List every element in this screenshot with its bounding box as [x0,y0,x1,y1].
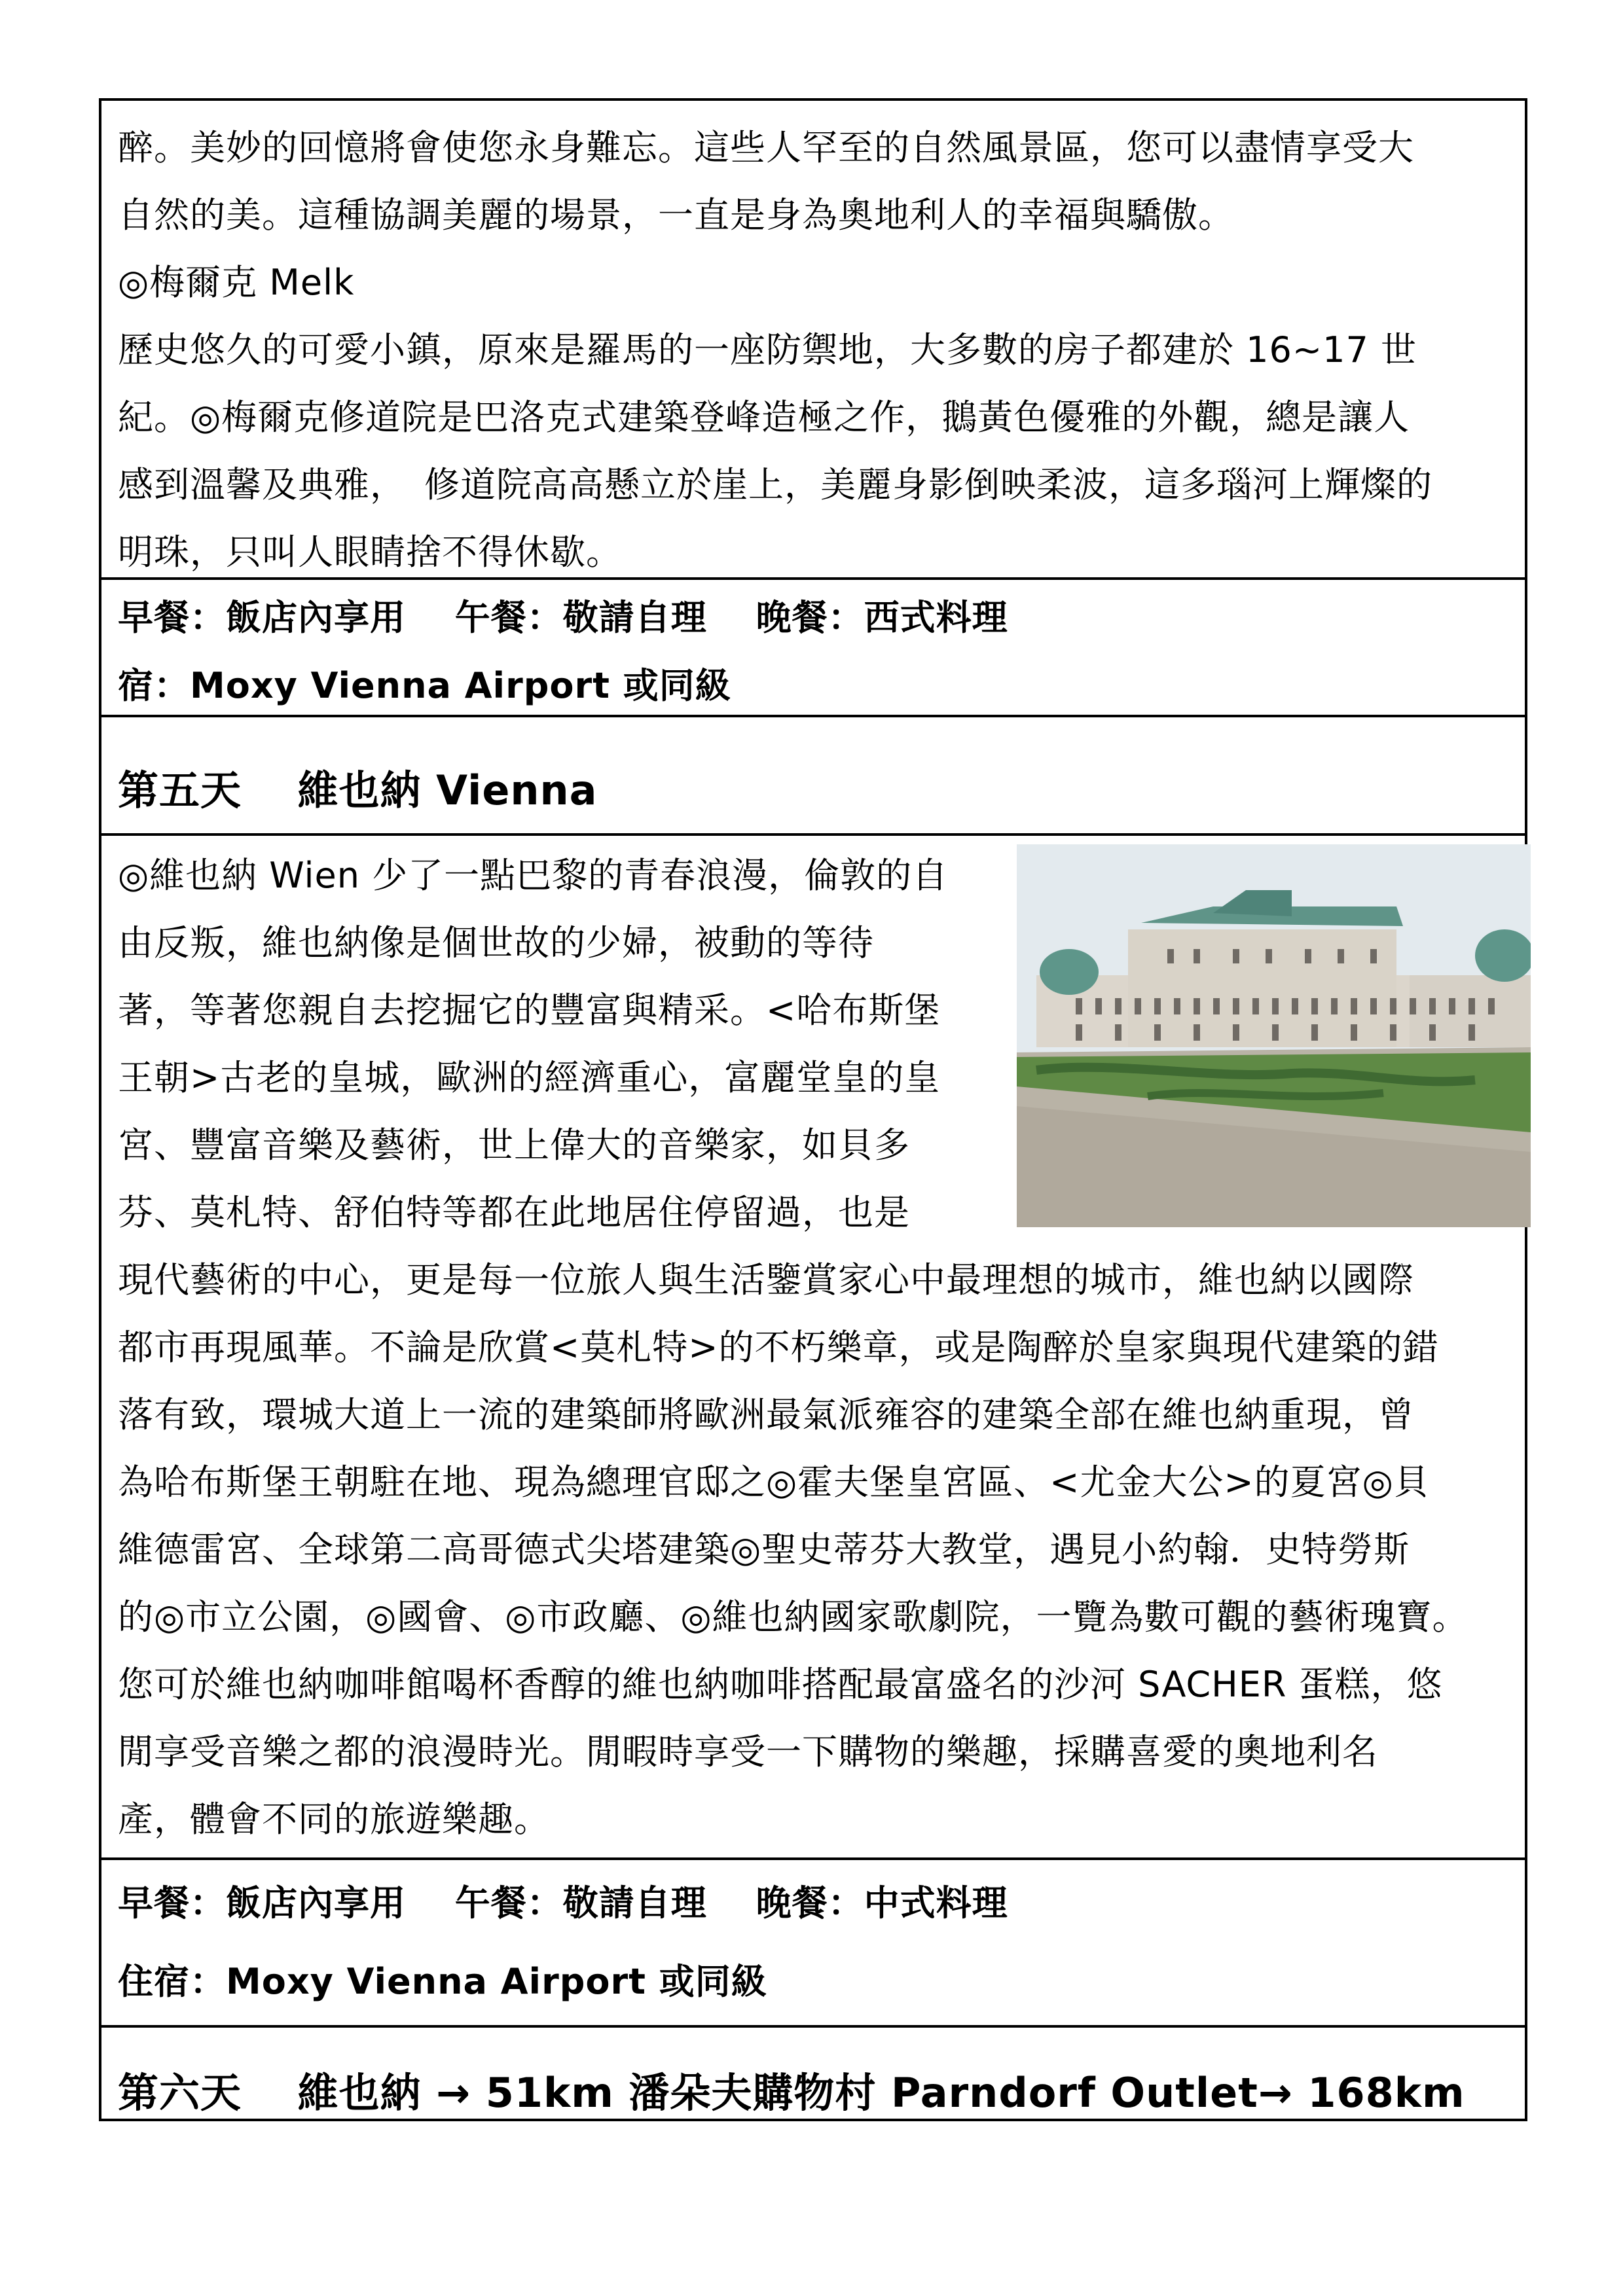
row-divider [101,1857,1525,1860]
day5-title: 第五天 維也納 Vienna [118,766,598,814]
row-divider [101,577,1525,580]
melk-heading: ◎梅爾克 Melk [118,262,355,303]
day5-text-line: 閒享受音樂之都的浪漫時光。閒暇時享受一下購物的樂趣，採購喜愛的奧地利名 [118,1731,1378,1772]
day5-text-line: 落有致，環城大道上一流的建築師將歐洲最氣派雍容的建築全部在維也納重現，曾 [118,1394,1414,1435]
day5-text-line: 芬、莫札特、舒伯特等都在此地居住停留過，也是 [118,1192,910,1233]
day5-hotel: 住宿：Moxy Vienna Airport 或同級 [118,1961,767,2002]
day5-text-line: 由反叛，維也納像是個世故的少婦，被動的等待 [118,922,874,963]
day5-text-line: ◎維也納 Wien 少了一點巴黎的青春浪漫，倫敦的自 [118,855,949,896]
melk-text-line: 歷史悠久的可愛小鎮，原來是羅馬的一座防禦地，大多數的房子都建於 16~17 世 [118,329,1417,370]
day5-text-line: 宮、豐富音樂及藝術，世上偉大的音樂家，如貝多 [118,1124,910,1166]
day5-text-line: 現代藝術的中心，更是每一位旅人與生活鑒賞家心中最理想的城市，維也納以國際 [118,1259,1414,1300]
day5-text-line: 著，等著您親自去挖掘它的豐富與精采。<哈布斯堡 [118,990,941,1031]
day5-meals: 早餐：飯店內享用 午餐：敬請自理 晚餐：中式料理 [118,1882,1008,1924]
day5-text-line: 產，體會不同的旅遊樂趣。 [118,1799,550,1840]
itinerary-table [99,98,1527,2121]
day5-text-line: 為哈布斯堡王朝駐在地、現為總理官邸之◎霍夫堡皇宮區、<尤金大公>的夏宮◎貝 [118,1462,1430,1503]
melk-text-line: 自然的美。這種協調美麗的場景，一直是身為奧地利人的幸福與驕傲。 [118,194,1234,236]
day5-text-line: 維德雷宮、全球第二高哥德式尖塔建築◎聖史蒂芬大教堂，遇見小約翰．史特勞斯 [118,1529,1410,1570]
day4-hotel: 宿：Moxy Vienna Airport 或同級 [118,665,731,706]
day5-text-line: 的◎市立公園，◎國會、◎市政廳、◎維也納國家歌劇院，一覽為數可觀的藝術瑰寶。 [118,1596,1468,1638]
row-divider [101,833,1525,836]
day5-text-line: 王朝>古老的皇城，歐洲的經濟重心，富麗堂皇的皇 [118,1057,941,1098]
melk-text-line: 紀。◎梅爾克修道院是巴洛克式建築登峰造極之作，鵝黃色優雅的外觀，總是讓人 [118,397,1410,438]
melk-text-line: 明珠，只叫人眼睛捨不得休歇。 [118,531,622,573]
belvedere-palace-photo [1017,844,1531,1227]
melk-text-line: 醉。美妙的回憶將會使您永身難忘。這些人罕至的自然風景區，您可以盡情享受大 [118,127,1414,168]
row-divider [101,715,1525,717]
row-divider [101,2025,1525,2028]
day5-text-line: 都市再現風華。不論是欣賞<莫札特>的不朽樂章，或是陶醉於皇家與現代建築的錯 [118,1327,1439,1368]
day4-meals: 早餐：飯店內享用 午餐：敬請自理 晚餐：西式料理 [118,597,1008,638]
melk-text-line: 感到溫馨及典雅， 修道院高高懸立於崖上，美麗身影倒映柔波，這多瑙河上輝燦的 [118,464,1432,505]
day5-text-line: 您可於維也納咖啡館喝杯香醇的維也納咖啡搭配最富盛名的沙河 SACHER 蛋糕，悠 [118,1664,1443,1705]
day6-title: 第六天 維也納 → 51km 潘朵夫購物村 Parndorf Outlet→ 168km [118,2069,1465,2117]
